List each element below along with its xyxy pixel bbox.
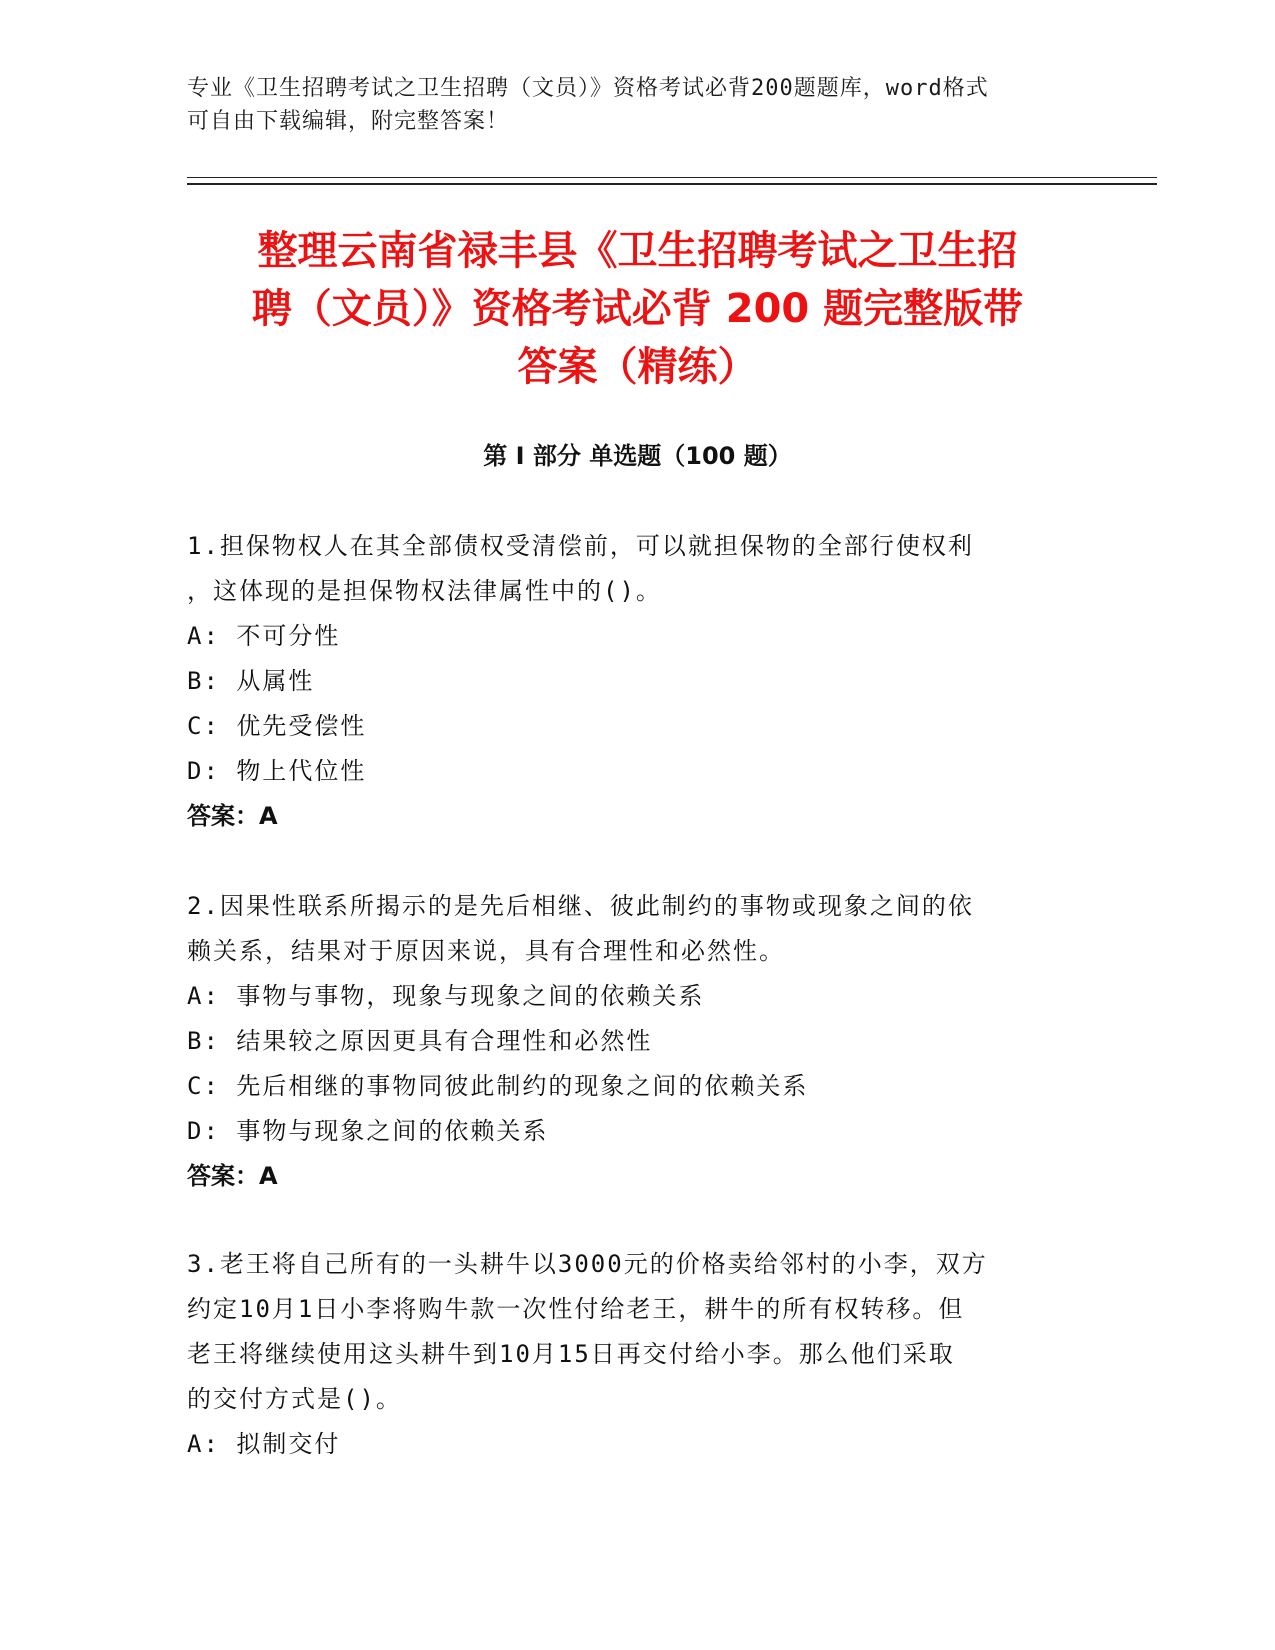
stem-line: 老王将继续使用这头耕牛到10月15日再交付给小李。那么他们采取 xyxy=(187,1340,955,1368)
option-a: A: 不可分性 xyxy=(187,622,341,650)
question-stem xyxy=(187,1242,1067,1422)
option-b: B: 结果较之原因更具有合理性和必然性 xyxy=(187,1027,653,1055)
option-a: A: 事物与事物，现象与现象之间的依赖关系 xyxy=(187,982,705,1010)
title-line: 聘（文员）》资格考试必背 200 题完整版带 xyxy=(251,286,1024,332)
stem-line: ，这体现的是担保物权法律属性中的()。 xyxy=(187,577,662,605)
question-3 xyxy=(187,1242,1067,1467)
question-stem xyxy=(187,524,1067,614)
option-d: D: 物上代位性 xyxy=(187,757,367,785)
header-note xyxy=(187,72,1077,138)
header-divider-thin xyxy=(187,177,1157,178)
stem-line: 1.担保物权人在其全部债权受清偿前，可以就担保物的全部行使权利 xyxy=(187,532,974,560)
section-title: 第 I 部分 单选题（100 题） xyxy=(483,442,792,470)
option-c: C: 先后相继的事物同彼此制约的现象之间的依赖关系 xyxy=(187,1072,809,1100)
title-line: 答案（精练） xyxy=(517,344,758,390)
question-1 xyxy=(187,524,1067,839)
stem-line: 的交付方式是()。 xyxy=(187,1385,402,1413)
stem-line: 约定10月1日小李将购牛款一次性付给老王，耕牛的所有权转移。但 xyxy=(187,1295,965,1323)
stem-line: 3.老王将自己所有的一头耕牛以3000元的价格卖给邻村的小李，双方 xyxy=(187,1250,988,1278)
option-a: A: 拟制交付 xyxy=(187,1430,341,1458)
stem-line: 赖关系，结果对于原因来说，具有合理性和必然性。 xyxy=(187,937,785,965)
header-divider-thick xyxy=(187,183,1157,185)
question-2 xyxy=(187,884,1067,1199)
option-d: D: 事物与现象之间的依赖关系 xyxy=(187,1117,549,1145)
header-note-line: 可自由下载编辑，附完整答案！ xyxy=(187,109,510,134)
title-line: 整理云南省禄丰县《卫生招聘考试之卫生招 xyxy=(257,228,1018,274)
document-title xyxy=(150,222,1125,396)
stem-line: 2.因果性联系所揭示的是先后相继、彼此制约的事物或现象之间的依 xyxy=(187,892,974,920)
option-b: B: 从属性 xyxy=(187,667,315,695)
header-note-line: 专业《卫生招聘考试之卫生招聘（文员）》资格考试必背200题题库，word格式 xyxy=(187,76,989,101)
question-stem xyxy=(187,884,1067,974)
option-c: C: 优先受偿性 xyxy=(187,712,367,740)
answer: 答案：A xyxy=(187,802,278,830)
answer: 答案：A xyxy=(187,1162,278,1190)
